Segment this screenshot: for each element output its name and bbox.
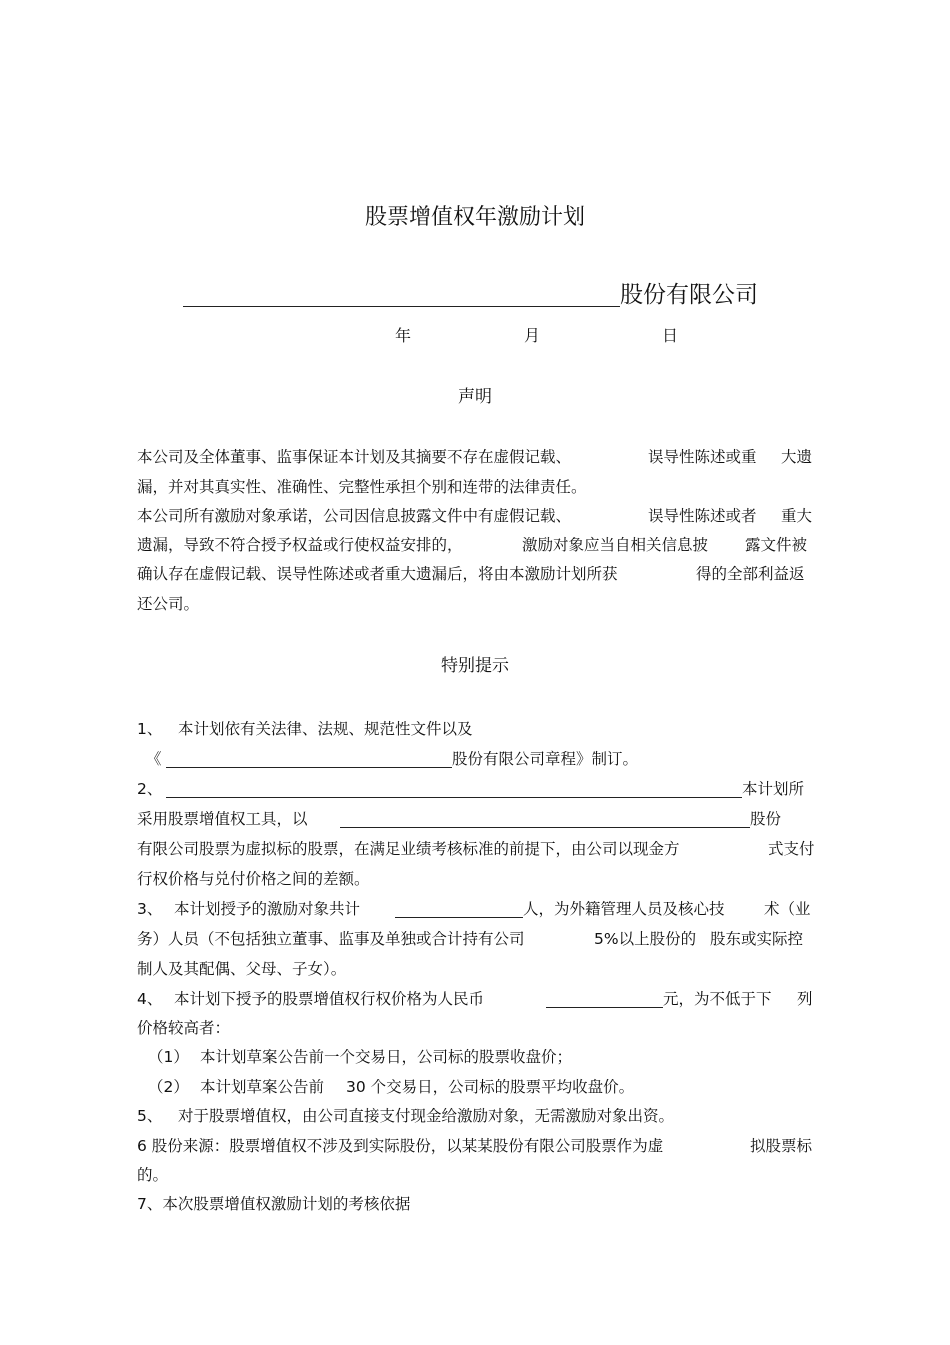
item-text: 务）人员（不包括独立董事、监事及单独或合计持有公司: [137, 930, 525, 948]
item-text: 术（业: [764, 900, 811, 918]
item-text: 本计划下授予的股票增值权行权价格为人民币: [174, 990, 485, 1008]
declaration-line: 本公司及全体董事、监事保证本计划及其摘要不存在虚假记载、: [137, 448, 572, 466]
item-text: 的。: [137, 1166, 169, 1184]
declaration-line: 确认存在虚假记载、误导性陈述或者重大遗漏后，将由本激励计划所获: [137, 565, 618, 583]
date-year: 年: [395, 326, 412, 345]
document-title: 股票增值权年激励计划: [364, 205, 585, 230]
item-text: 股东或实际控: [710, 930, 804, 948]
sub-item-number: （2）: [148, 1078, 189, 1096]
declaration-line: 遗漏，导致不符合授予权益或行使权益安排的，: [137, 536, 463, 554]
declaration-line: 漏，并对其真实性、准确性、完整性承担个别和连带的法律责任。: [137, 478, 587, 496]
item-text: 对于股票增值权，由公司直接支付现金给激励对象，无需激励对象出资。: [178, 1107, 675, 1125]
company-name-blank: [183, 306, 620, 307]
item-text: 式支付: [768, 840, 815, 858]
item-text: 股份: [750, 810, 782, 828]
item-text: 本计划所: [742, 780, 805, 798]
sub-item-text: 本计划草案公告前一个交易日，公司标的股票收盘价；: [200, 1048, 573, 1066]
item-text: 本计划授予的激励对象共计: [174, 900, 361, 918]
sub-item-text: 30 个交易日，公司标的股票平均收盘价。: [346, 1078, 635, 1096]
fill-in-blank: [340, 810, 750, 828]
declaration-line: 露文件被: [745, 536, 808, 554]
declaration-line: 重大: [781, 507, 813, 525]
item-text: 人，为外籍管理人员及核心技: [523, 900, 725, 918]
sub-item-text: 本计划草案公告前: [200, 1078, 325, 1096]
declaration-line: 得的全部利益返: [696, 565, 805, 583]
declaration-line: 本公司所有激励对象承诺，公司因信息披露文件中有虚假记载、: [137, 507, 572, 525]
item-text: 本计划依有关法律、法规、规范性文件以及: [178, 720, 473, 738]
item-text: 制人及其配偶、父母、子女）。: [137, 960, 347, 978]
item-text: 行权价格与兑付价格之间的差额。: [137, 870, 370, 888]
item-text: 元，为不低于下: [663, 990, 772, 1008]
item-text: 拟股票标: [750, 1137, 813, 1155]
item-number: 3、: [137, 900, 163, 918]
item-text: 6 股份来源：股票增值权不涉及到实际股份，以某某股份有限公司股票作为虚: [137, 1137, 664, 1155]
item-text: 《: [146, 750, 162, 768]
item-text: 5%以上股份的: [594, 930, 697, 948]
fill-in-blank: [166, 750, 452, 768]
item-text: 采用股票增值权工具，以: [137, 810, 308, 828]
date-day: 日: [662, 326, 679, 345]
item-text: 有限公司股票为虚拟标的股票，在满足业绩考核标准的前提下，由公司以现金方: [137, 840, 680, 858]
declaration-line: 还公司。: [137, 595, 200, 613]
fill-in-blank: [395, 900, 523, 918]
declaration-heading: 声明: [458, 387, 492, 407]
item-number: 5、: [137, 1107, 163, 1125]
notice-heading: 特别提示: [441, 656, 509, 676]
item-text: 股份有限公司章程》制订。: [452, 750, 639, 768]
item-text: 列: [797, 990, 813, 1008]
declaration-line: 误导性陈述或者: [648, 507, 757, 525]
declaration-line: 大遗: [781, 448, 813, 466]
fill-in-blank: [546, 990, 663, 1008]
date-month: 月: [524, 326, 541, 345]
declaration-line: 激励对象应当自相关信息披: [522, 536, 709, 554]
company-suffix: 股份有限公司: [620, 282, 758, 308]
item-number: 1、: [137, 720, 163, 738]
item-number: 4、: [137, 990, 163, 1008]
item-text: 价格较高者：: [137, 1019, 231, 1037]
item-text: 7、本次股票增值权激励计划的考核依据: [137, 1195, 411, 1213]
fill-in-blank: [166, 780, 742, 798]
sub-item-number: （1）: [148, 1048, 189, 1066]
declaration-line: 误导性陈述或重: [648, 448, 757, 466]
item-number: 2、: [137, 780, 163, 798]
